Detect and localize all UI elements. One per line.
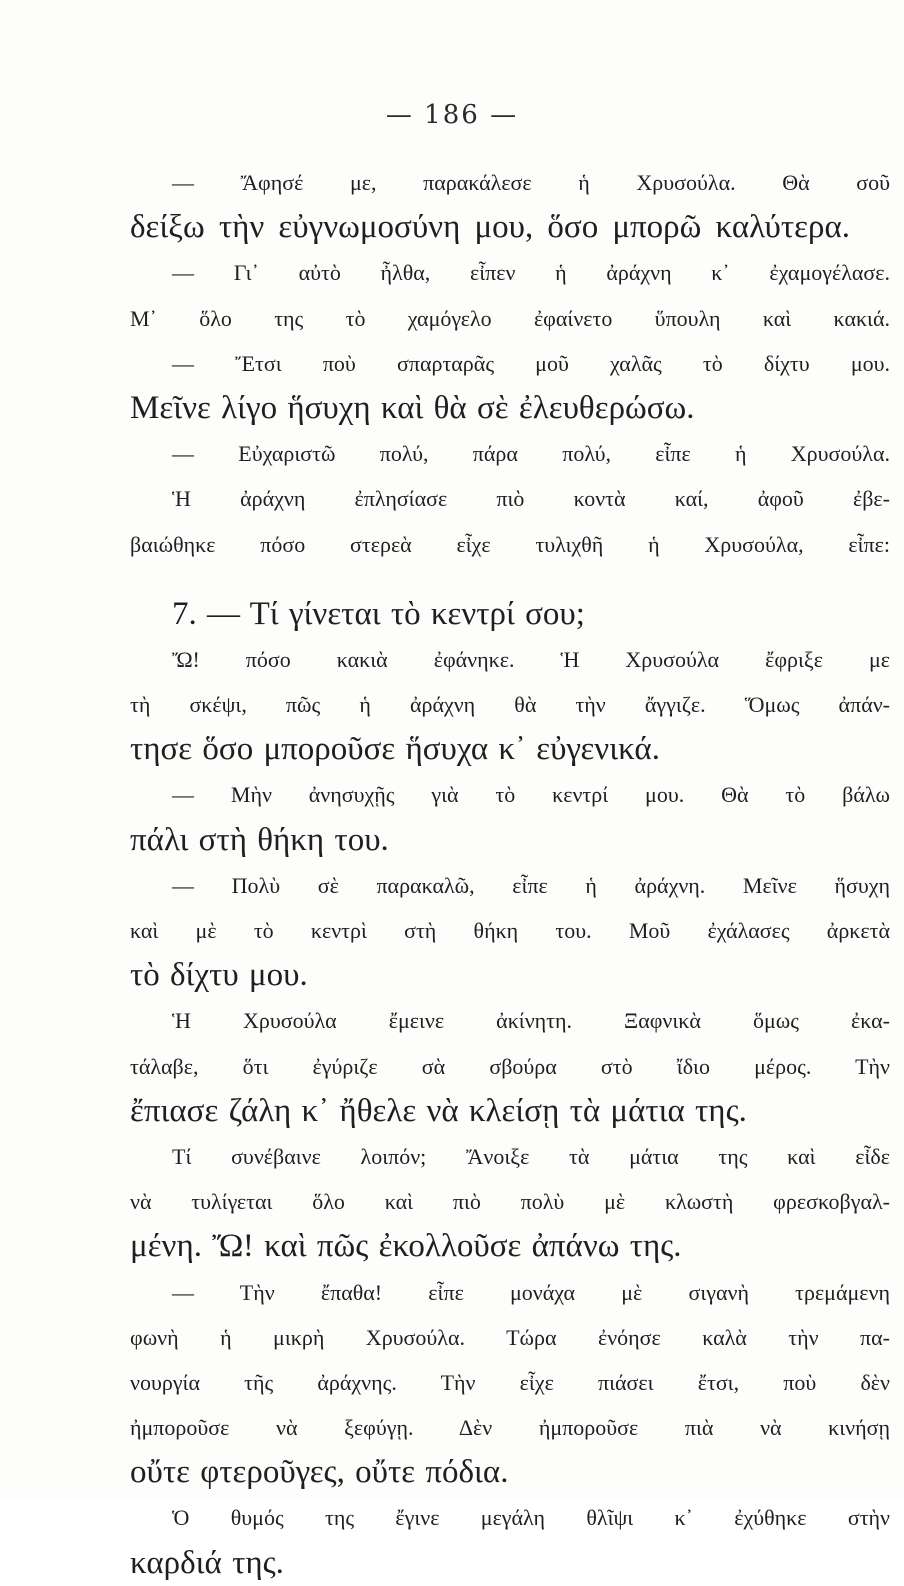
text-line: τάλαβε, ὅτι ἐγύριζε σὰ σβούρα στὸ ἴδιο μέρος. Τὴν <box>130 1053 890 1079</box>
text-line: Ἡ ἀράχνη ἐπλησίασε πιὸ κοντὰ καί, ἀφοῦ ἐβε- <box>172 486 890 512</box>
text-line: Ἡ Χρυσούλα ἔμεινε ἀκίνητη. Ξαφνικὰ ὅμως ἐκα- <box>172 1008 890 1034</box>
text-line: Μ᾿ ὅλο της τὸ χαμόγελο ἐφαίνετο ὕπουλη καὶ κακιά. <box>130 305 890 331</box>
text-line: πάλι στὴ θήκη του. <box>130 821 389 858</box>
text-line: οὔτε φτεροῦγες, οὔτε πόδια. <box>130 1454 509 1491</box>
text-line: τὸ δίχτυ μου. <box>130 957 308 994</box>
text-line: μένη. Ὤ! καὶ πῶς ἐκολλοῦσε ἀπάνω της. <box>130 1228 682 1265</box>
text-line: τὴ σκέψι, πῶς ἡ ἀράχνη θὰ τὴν ἄγγιζε. Ὅμως ἀπάν- <box>130 692 890 718</box>
text-line: δείξω τὴν εὐγνωμοσύνη μου, ὅσο μπορῶ καλύτερα. <box>130 209 850 246</box>
text-line: βαιώθηκε πόσο στερεὰ εἶχε τυλιχθῆ ἡ Χρυσούλα, εἶπε: <box>130 531 890 557</box>
text-line: — Ἔτσι ποὺ σπαρταρᾶς μοῦ χαλᾶς τὸ δίχτυ μου. <box>172 350 890 376</box>
body-text <box>130 160 890 1586</box>
text-line: Ὁ θυμός της ἔγινε μεγάλη θλῖψι κ᾿ ἐχύθηκε στὴν <box>172 1505 890 1531</box>
text-line: τησε ὅσο μποροῦσε ἥσυχα κ᾿ εὐγενικά. <box>130 731 660 768</box>
text-line: καρδιά της. <box>130 1544 284 1581</box>
text-line: — Εὐχαριστῶ πολύ, πάρα πολύ, εἶπε ἡ Χρυσούλα. <box>172 441 890 467</box>
text-line: Τί συνέβαινε λοιπόν; Ἄνοιξε τὰ μάτια της καὶ εἶδε <box>172 1143 890 1169</box>
text-line: Μεῖνε λίγο ἥσυχη καὶ θὰ σὲ ἐλευθερώσω. <box>130 389 695 426</box>
text-line: — Τὴν ἔπαθα! εἶπε μονάχα μὲ σιγανὴ τρεμάμενη <box>172 1279 890 1305</box>
text-line: — Πολὺ σὲ παρακαλῶ, εἶπε ἡ ἀράχνη. Μεῖνε ἥσυχη <box>172 872 890 898</box>
text-line: καὶ μὲ τὸ κεντρὶ στὴ θήκη του. Μοῦ ἐχάλασες ἀρκετὰ <box>130 918 890 943</box>
page-number: — 186 — <box>385 100 519 130</box>
text-line: — Γι᾿ αὐτὸ ἦλθα, εἶπεν ἡ ἀράχνη κ᾿ ἐχαμογέλασε. <box>172 260 890 286</box>
text-line: — Ἄφησέ με, παρακάλεσε ἡ Χρυσούλα. Θὰ σοῦ <box>172 170 890 195</box>
text-line: φωνὴ ἡ μικρὴ Χρυσούλα. Τώρα ἐνόησε καλὰ τὴν πα- <box>130 1324 890 1350</box>
text-line: νὰ τυλίγεται ὅλο καὶ πιὸ πολὺ μὲ κλωστὴ φρεσκοβγαλ- <box>130 1189 890 1215</box>
text-line: νουργία τῆς ἀράχνης. Τὴν εἶχε πιάσει ἔτσι, ποὺ δὲν <box>130 1369 890 1395</box>
text-line: ἔπιασε ζάλη κ᾿ ἤθελε νὰ κλείσῃ τὰ μάτια της. <box>130 1092 747 1129</box>
text-line: — Μὴν ἀνησυχῇς γιὰ τὸ κεντρί μου. Θὰ τὸ βάλω <box>172 782 890 808</box>
section-heading: 7. — Τί γίνεται τὸ κεντρί σου; <box>172 595 585 632</box>
text-line: Ὤ! πόσο κακιὰ ἐφάνηκε. Ἡ Χρυσούλα ἔφριξε με <box>172 646 890 672</box>
text-line: ἠμποροῦσε νὰ ξεφύγῃ. Δὲν ἠμποροῦσε πιὰ νὰ κινήσῃ <box>130 1415 890 1441</box>
